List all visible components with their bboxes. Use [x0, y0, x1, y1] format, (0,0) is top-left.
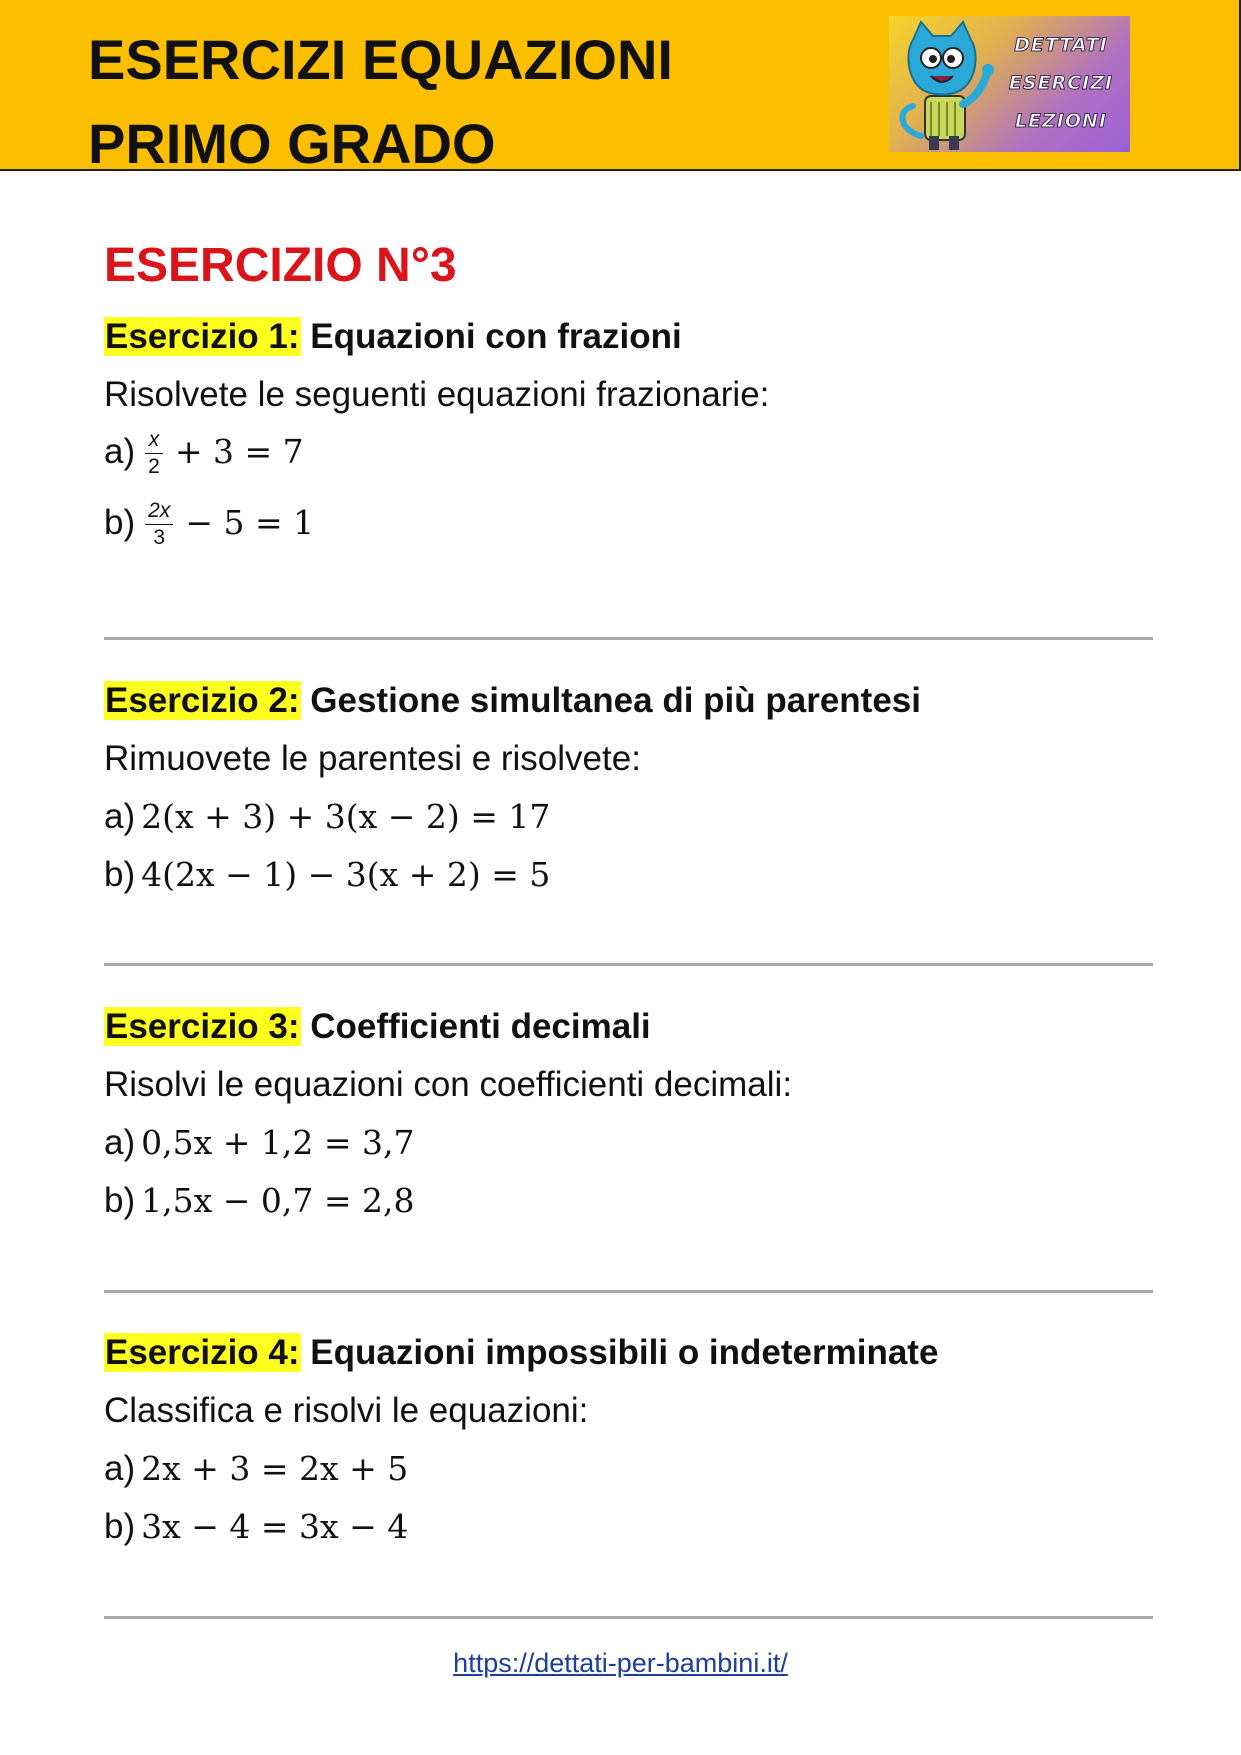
fraction-numerator: 2x	[145, 498, 173, 525]
exercise-4	[104, 1329, 1154, 1551]
main-title: ESERCIZIO N°3	[104, 239, 457, 292]
fraction	[145, 498, 173, 551]
fraction-denominator: 3	[153, 526, 166, 549]
equation-rest: − 5 = 1	[185, 502, 315, 542]
fraction-denominator: 2	[148, 455, 160, 478]
equation-expression: 3x − 4 = 3x − 4	[141, 1507, 409, 1546]
equation-expression: 1,5x − 0,7 = 2,8	[141, 1181, 415, 1220]
exercise-heading	[104, 677, 1154, 725]
equation-b	[104, 851, 1154, 899]
equation-label: b)	[104, 855, 136, 894]
equation-expression: 2(x + 3) + 3(x − 2) = 17	[141, 797, 551, 836]
section-divider	[104, 637, 1153, 640]
exercise-instruction: Classifica e risolvi le equazioni:	[104, 1391, 589, 1430]
exercise-heading	[104, 1329, 1154, 1377]
equation-b	[104, 498, 1154, 551]
header-title-line2: PRIMO GRADO	[88, 112, 496, 175]
equation-label: b)	[104, 502, 136, 542]
exercise-title: Coefficienti decimali	[310, 1007, 651, 1046]
equation-a	[104, 1445, 1154, 1493]
exercise-instruction: Risolvi le equazioni con coefficienti decimali:	[104, 1065, 793, 1104]
equation-label: a)	[104, 431, 136, 471]
equation-expression: 4(2x − 1) − 3(x + 2) = 5	[141, 855, 551, 894]
exercise-1	[104, 313, 1154, 551]
exercise-number: Esercizio 2:	[105, 681, 300, 720]
cat-mascot-icon	[891, 18, 1003, 152]
exercise-title: Equazioni impossibili o indeterminate	[310, 1333, 939, 1372]
exercise-instruction: Risolvete le seguenti equazioni frazionarie:	[104, 375, 770, 414]
equation-label: a)	[104, 1123, 136, 1162]
exercise-title: Gestione simultanea di più parentesi	[310, 681, 921, 720]
equation-a	[104, 793, 1154, 841]
equation-expression: 0,5x + 1,2 = 3,7	[141, 1123, 415, 1162]
site-logo	[889, 16, 1130, 152]
equation-label: a)	[104, 797, 136, 836]
equation-b	[104, 1503, 1154, 1551]
equation-label: a)	[104, 1449, 136, 1488]
section-divider	[104, 1616, 1153, 1619]
exercise-number: Esercizio 3:	[105, 1007, 300, 1046]
header-title-line1: ESERCIZI EQUAZIONI	[88, 28, 673, 91]
equation-rest: + 3 = 7	[174, 431, 304, 471]
exercise-heading	[104, 1003, 1154, 1051]
footer-website-link[interactable]: https://dettati-per-bambini.it/	[453, 1648, 788, 1678]
equation-a	[104, 1119, 1154, 1167]
exercise-3	[104, 1003, 1154, 1225]
exercise-heading	[104, 313, 1154, 361]
equation-label: b)	[104, 1181, 136, 1220]
exercise-instruction: Rimuovete le parentesi e risolvete:	[104, 739, 641, 778]
section-divider	[104, 1290, 1153, 1293]
equation-b	[104, 1177, 1154, 1225]
logo-word-dettati: DETTATI	[1014, 34, 1108, 56]
section-divider	[104, 963, 1153, 966]
page-header	[0, 0, 1241, 175]
exercise-number: Esercizio 1:	[105, 317, 300, 356]
exercise-title: Equazioni con frazioni	[310, 317, 682, 356]
equation-a	[104, 427, 1154, 480]
equation-label: b)	[104, 1507, 136, 1546]
equation-expression: 2x + 3 = 2x + 5	[141, 1449, 409, 1488]
fraction	[145, 427, 163, 480]
logo-words	[999, 26, 1123, 140]
header-title	[88, 18, 848, 186]
logo-word-esercizi: ESERCIZI	[1008, 72, 1114, 94]
fraction-numerator: x	[145, 427, 163, 454]
exercise-number: Esercizio 4:	[105, 1333, 300, 1372]
exercise-2	[104, 677, 1154, 899]
logo-word-lezioni: LEZIONI	[1014, 110, 1108, 132]
